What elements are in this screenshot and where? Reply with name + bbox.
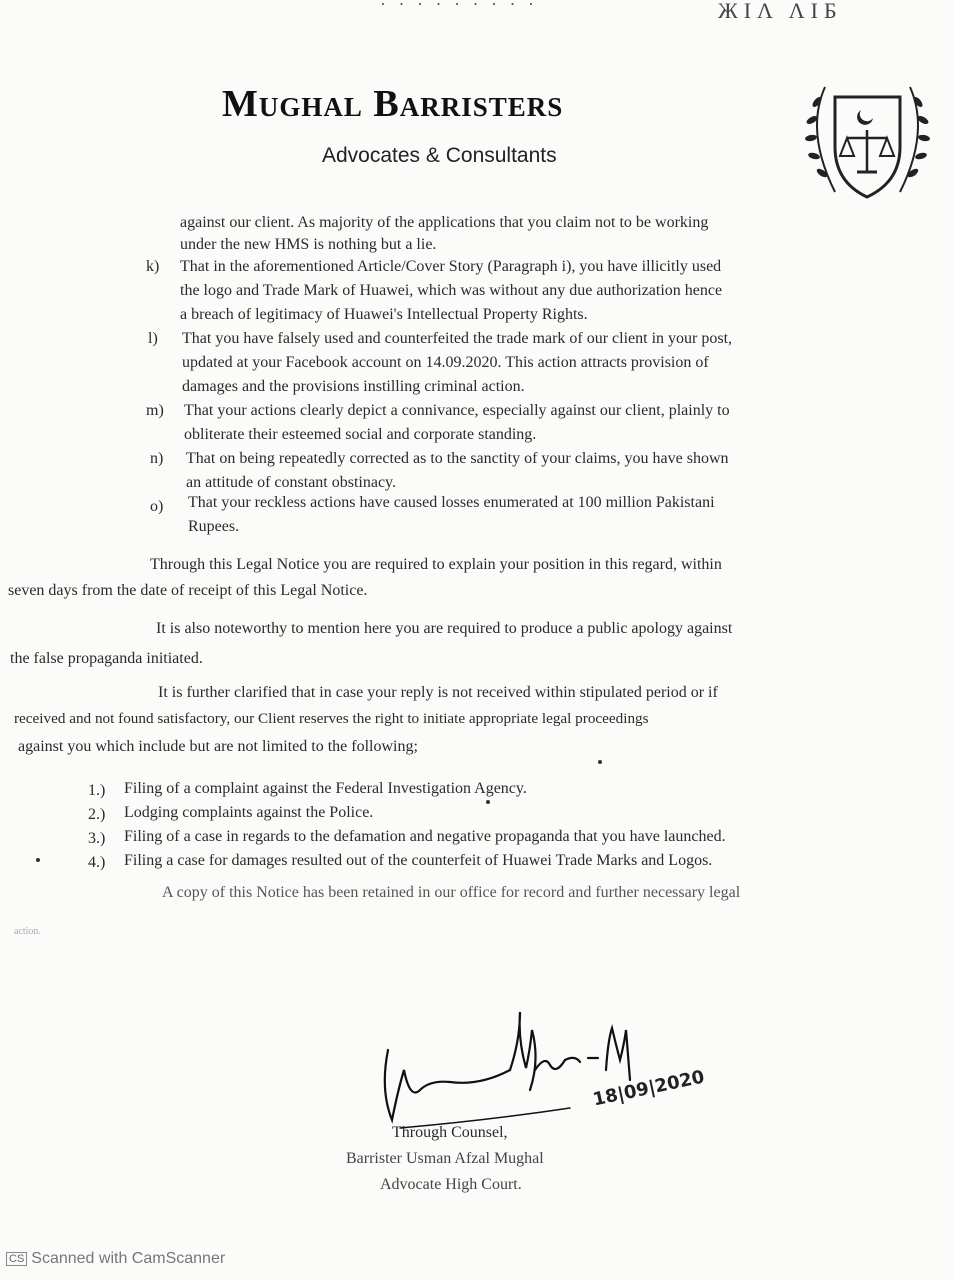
item-label: k) (146, 258, 160, 275)
ink-dot (598, 760, 602, 764)
body-line: Through this Legal Notice you are required to explain your position in this regard, within (150, 556, 722, 573)
item-label: n) (150, 450, 164, 467)
body-line: against you which include but are not limited to the following; (18, 738, 418, 755)
body-line: a breach of legitimacy of Huawei's Intellectual Property Rights. (180, 306, 588, 323)
body-line: updated at your Facebook account on 14.09.2020. This action attracts provision of (182, 354, 709, 371)
camscanner-icon: CS (6, 1252, 27, 1266)
list-number: 3.) (88, 830, 106, 847)
ink-dot (36, 858, 40, 862)
body-line: the false propaganda initiated. (10, 650, 203, 667)
body-line: against our client. As majority of the applications that you claim not to be working (180, 214, 709, 231)
body-line: That you have falsely used and counterfeited the trade mark of our client in your post, (182, 330, 733, 347)
list-item: Filing of a complaint against the Federal Investigation Agency. (124, 780, 527, 797)
body-line: obliterate their esteemed social and corporate standing. (184, 426, 537, 443)
camscanner-text: Scanned with CamScanner (31, 1250, 226, 1267)
body-line: the logo and Trade Mark of Huawei, which was without any due authorization hence (180, 282, 723, 299)
top-stamp: · · · · · · · · · (380, 0, 538, 14)
copy-notice-line: A copy of this Notice has been retained in our office for record and further necessary legal (162, 884, 741, 901)
body-line: That your reckless actions have caused losses enumerated at 100 million Pakistani (188, 494, 715, 511)
body-line: That your actions clearly depict a connivance, especially against our client, plainly to (184, 402, 730, 419)
body-line: Rupees. (188, 518, 240, 535)
firm-subtitle: Advocates & Consultants (322, 144, 557, 167)
item-label: m) (146, 402, 164, 419)
signatory-title: Advocate High Court. (380, 1176, 522, 1193)
list-item: Lodging complaints against the Police. (124, 804, 374, 821)
list-number: 1.) (88, 782, 106, 799)
signature-through: Through Counsel, (392, 1124, 508, 1141)
ink-dot (486, 800, 490, 804)
handwritten-signature (370, 1000, 690, 1140)
firm-name: Mughal Barristers (222, 83, 564, 125)
body-line: seven days from the date of receipt of this Legal Notice. (8, 582, 368, 599)
margin-note: action. (14, 926, 41, 937)
list-number: 4.) (88, 854, 106, 871)
signatory-name: Barrister Usman Afzal Mughal (346, 1150, 544, 1167)
item-label: o) (150, 498, 164, 515)
list-number: 2.) (88, 806, 106, 823)
body-line: It is also noteworthy to mention here you are required to produce a public apology against (156, 620, 733, 637)
body-line: an attitude of constant obstinacy. (186, 474, 397, 491)
body-line: That on being repeatedly corrected as to the sanctity of your claims, you have shown (186, 450, 729, 467)
list-item: Filing a case for damages resulted out of the counterfeit of Huawei Trade Marks and Logos. (124, 852, 713, 869)
top-reference: ЖIΛ ΛIБ (718, 0, 843, 23)
item-label: l) (148, 330, 158, 347)
body-line: damages and the provisions instilling criminal action. (182, 378, 525, 395)
camscanner-watermark (6, 1250, 225, 1268)
firm-crest-logo (795, 72, 940, 207)
handwritten-date: 18|09|2020 (591, 1066, 707, 1111)
body-line: received and not found satisfactory, our Client reserves the right to initiate appropriate legal proceedings (14, 710, 649, 727)
body-line: That in the aforementioned Article/Cover Story (Paragraph i), you have illicitly used (180, 258, 722, 275)
list-item: Filing of a case in regards to the defamation and negative propaganda that you have launched. (124, 828, 726, 845)
body-line: under the new HMS is nothing but a lie. (180, 236, 437, 253)
body-line: It is further clarified that in case your reply is not received within stipulated period or if (158, 684, 718, 701)
